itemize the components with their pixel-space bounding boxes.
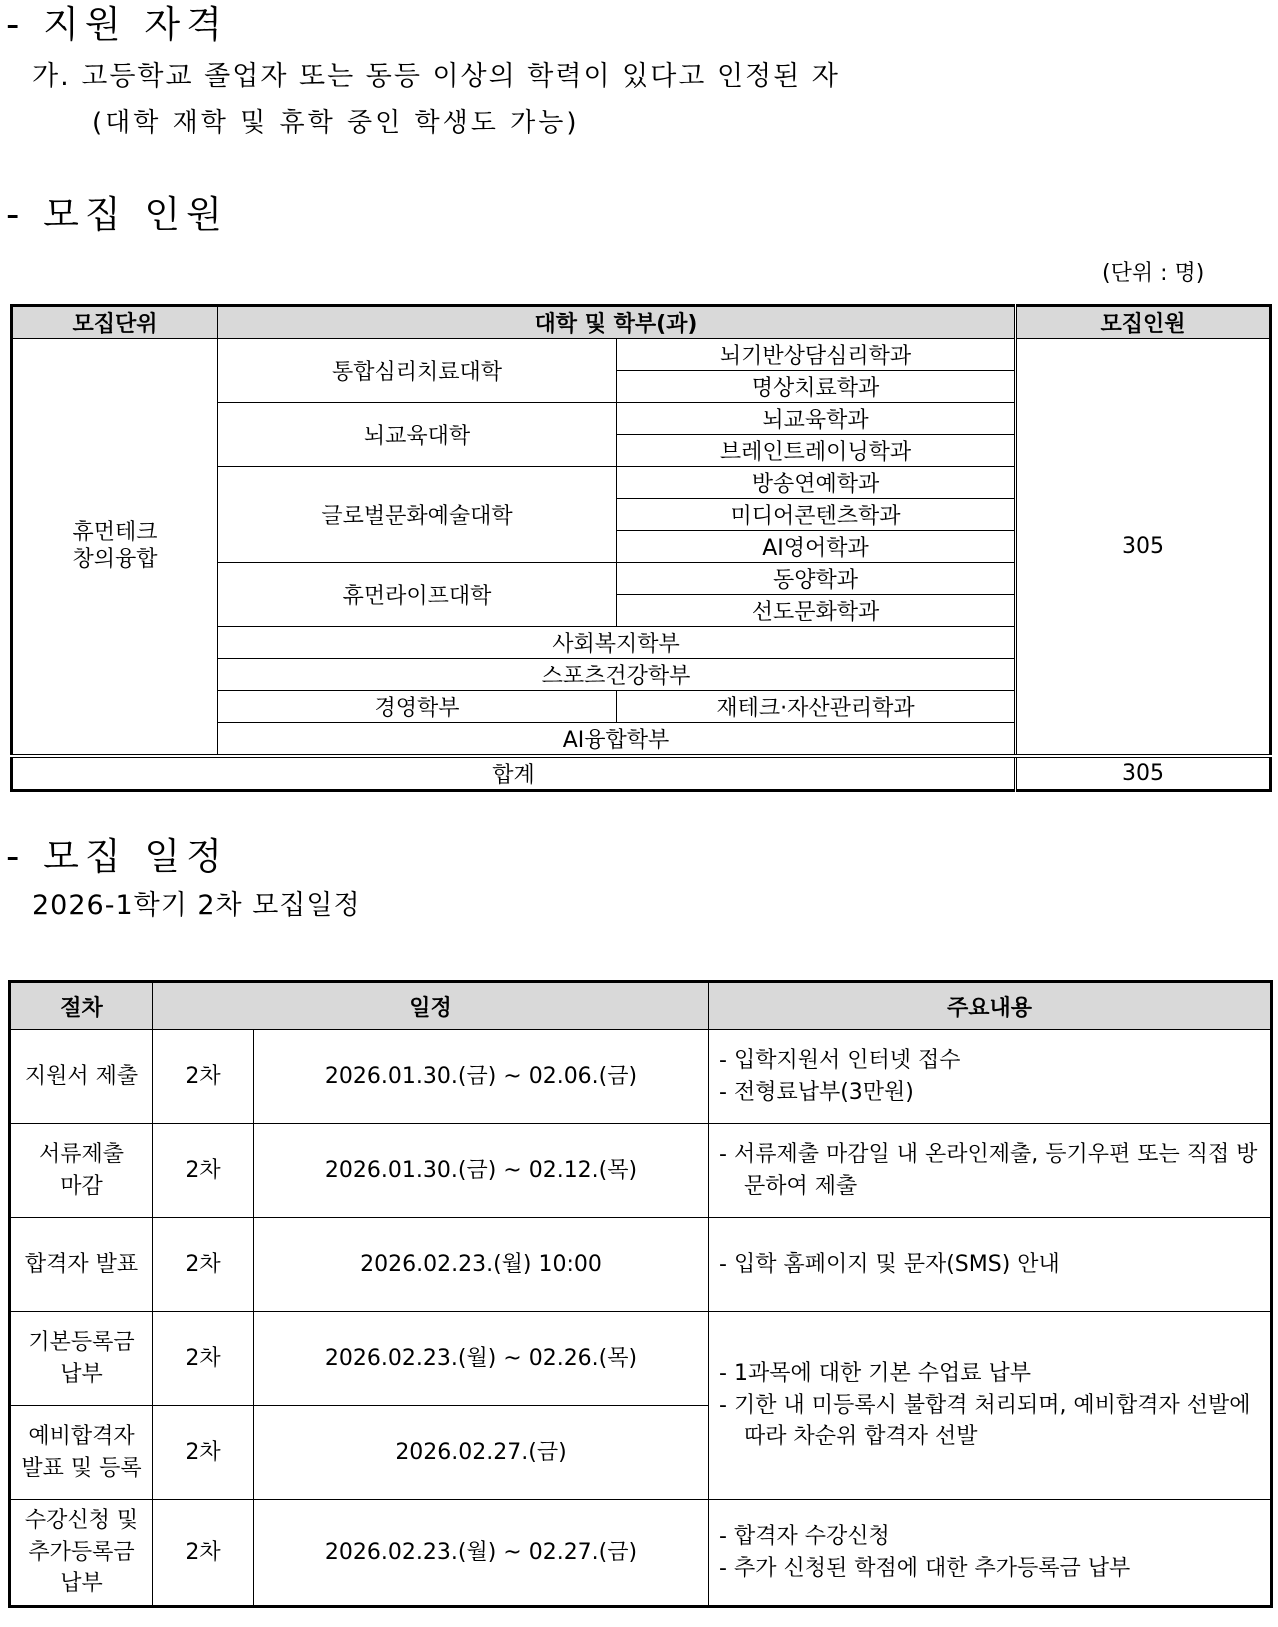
unit-note: (단위 : 명) [1102, 261, 1205, 286]
table-row [10, 1500, 1272, 1607]
step-cell: 예비합격자 발표 및 등록 [10, 1406, 153, 1500]
content-cell [709, 1218, 1272, 1312]
department-name: 브레인트레이닝학과 [617, 435, 1016, 467]
header-step: 절차 [10, 982, 153, 1030]
recruitment-table [10, 304, 1272, 792]
schedule-table [8, 980, 1273, 1608]
content-line: - 전형료납부(3만원) [719, 1079, 914, 1105]
round-cell: 2차 [153, 1218, 254, 1312]
college-name: 통합심리치료대학 [218, 339, 617, 403]
table-row [10, 1030, 1272, 1124]
department-name: 뇌기반상담심리학과 [617, 339, 1016, 371]
recruitment-heading: - 모집 인원 [6, 193, 228, 236]
table-row [10, 1124, 1272, 1218]
faculty-name: 사회복지학부 [218, 627, 1016, 659]
college-name: 휴먼라이프대학 [218, 563, 617, 627]
round-cell: 2차 [153, 1124, 254, 1218]
recruit-count: 305 [1016, 339, 1271, 757]
content-line: - 합격자 수강신청 [719, 1523, 890, 1549]
content-line: - 서류제출 마감일 내 온라인제출, 등기우편 또는 직접 방문하여 제출 [719, 1141, 1258, 1199]
department-name: AI영어학과 [617, 531, 1016, 563]
department-name: 동양학과 [617, 563, 1016, 595]
date-cell: 2026.02.23.(월) ~ 02.27.(금) [254, 1500, 709, 1607]
unit-name: 휴먼테크 창의융합 [12, 339, 218, 757]
round-cell: 2차 [153, 1406, 254, 1500]
college-name: 뇌교육대학 [218, 403, 617, 467]
recruit-header-row [12, 306, 1271, 339]
content-line: - 1과목에 대한 기본 수업료 납부 [719, 1360, 1031, 1386]
content-line: - 입학지원서 인터넷 접수 [719, 1047, 961, 1073]
department-name: 방송연예학과 [617, 467, 1016, 499]
business-faculty: 경영학부 [218, 691, 617, 723]
content-cell [709, 1030, 1272, 1124]
content-cell [709, 1124, 1272, 1218]
business-department: 재테크·자산관리학과 [617, 691, 1016, 723]
step-cell: 기본등록금 납부 [10, 1312, 153, 1406]
step-cell: 수강신청 및 추가등록금 납부 [10, 1500, 153, 1607]
schedule-subheading: 2026-1학기 2차 모집일정 [32, 890, 361, 921]
faculty-name: 스포츠건강학부 [218, 659, 1016, 691]
round-cell: 2차 [153, 1312, 254, 1406]
header-content: 주요내용 [709, 982, 1272, 1030]
date-cell: 2026.02.23.(월) ~ 02.26.(목) [254, 1312, 709, 1406]
department-name: 뇌교육학과 [617, 403, 1016, 435]
content-cell [709, 1500, 1272, 1607]
header-college: 대학 및 학부(과) [218, 306, 1016, 339]
schedule-header-row [10, 982, 1272, 1030]
content-cell [709, 1312, 1272, 1500]
date-cell: 2026.01.30.(금) ~ 02.12.(목) [254, 1124, 709, 1218]
ai-faculty: AI융합학부 [218, 723, 1016, 757]
step-cell: 서류제출 마감 [10, 1124, 153, 1218]
date-cell: 2026.02.23.(월) 10:00 [254, 1218, 709, 1312]
total-count: 305 [1016, 756, 1271, 791]
eligibility-note: (대학 재학 및 휴학 중인 학생도 가능) [92, 108, 580, 138]
college-name: 글로벌문화예술대학 [218, 467, 617, 563]
date-cell: 2026.02.27.(금) [254, 1406, 709, 1500]
department-name: 명상치료학과 [617, 371, 1016, 403]
schedule-heading: - 모집 일정 [6, 835, 228, 878]
step-cell: 합격자 발표 [10, 1218, 153, 1312]
table-row [10, 1218, 1272, 1312]
content-line: - 입학 홈페이지 및 문자(SMS) 안내 [719, 1251, 1060, 1277]
header-unit: 모집단위 [12, 306, 218, 339]
header-date: 일정 [153, 982, 709, 1030]
total-row [12, 756, 1271, 791]
department-name: 미디어콘텐츠학과 [617, 499, 1016, 531]
eligibility-heading: - 지원 자격 [6, 3, 228, 46]
department-name: 선도문화학과 [617, 595, 1016, 627]
date-cell: 2026.01.30.(금) ~ 02.06.(금) [254, 1030, 709, 1124]
eligibility-item: 가. 고등학교 졸업자 또는 동등 이상의 학력이 있다고 인정된 자 [32, 61, 840, 92]
round-cell: 2차 [153, 1030, 254, 1124]
content-line: - 추가 신청된 학점에 대한 추가등록금 납부 [719, 1555, 1131, 1581]
total-label: 합계 [12, 756, 1016, 791]
round-cell: 2차 [153, 1500, 254, 1607]
step-cell: 지원서 제출 [10, 1030, 153, 1124]
header-count: 모집인원 [1016, 306, 1271, 339]
content-line: - 기한 내 미등록시 불합격 처리되며, 예비합격자 선발에 따라 차순위 합격자 선발 [719, 1392, 1251, 1450]
table-row [10, 1312, 1272, 1406]
